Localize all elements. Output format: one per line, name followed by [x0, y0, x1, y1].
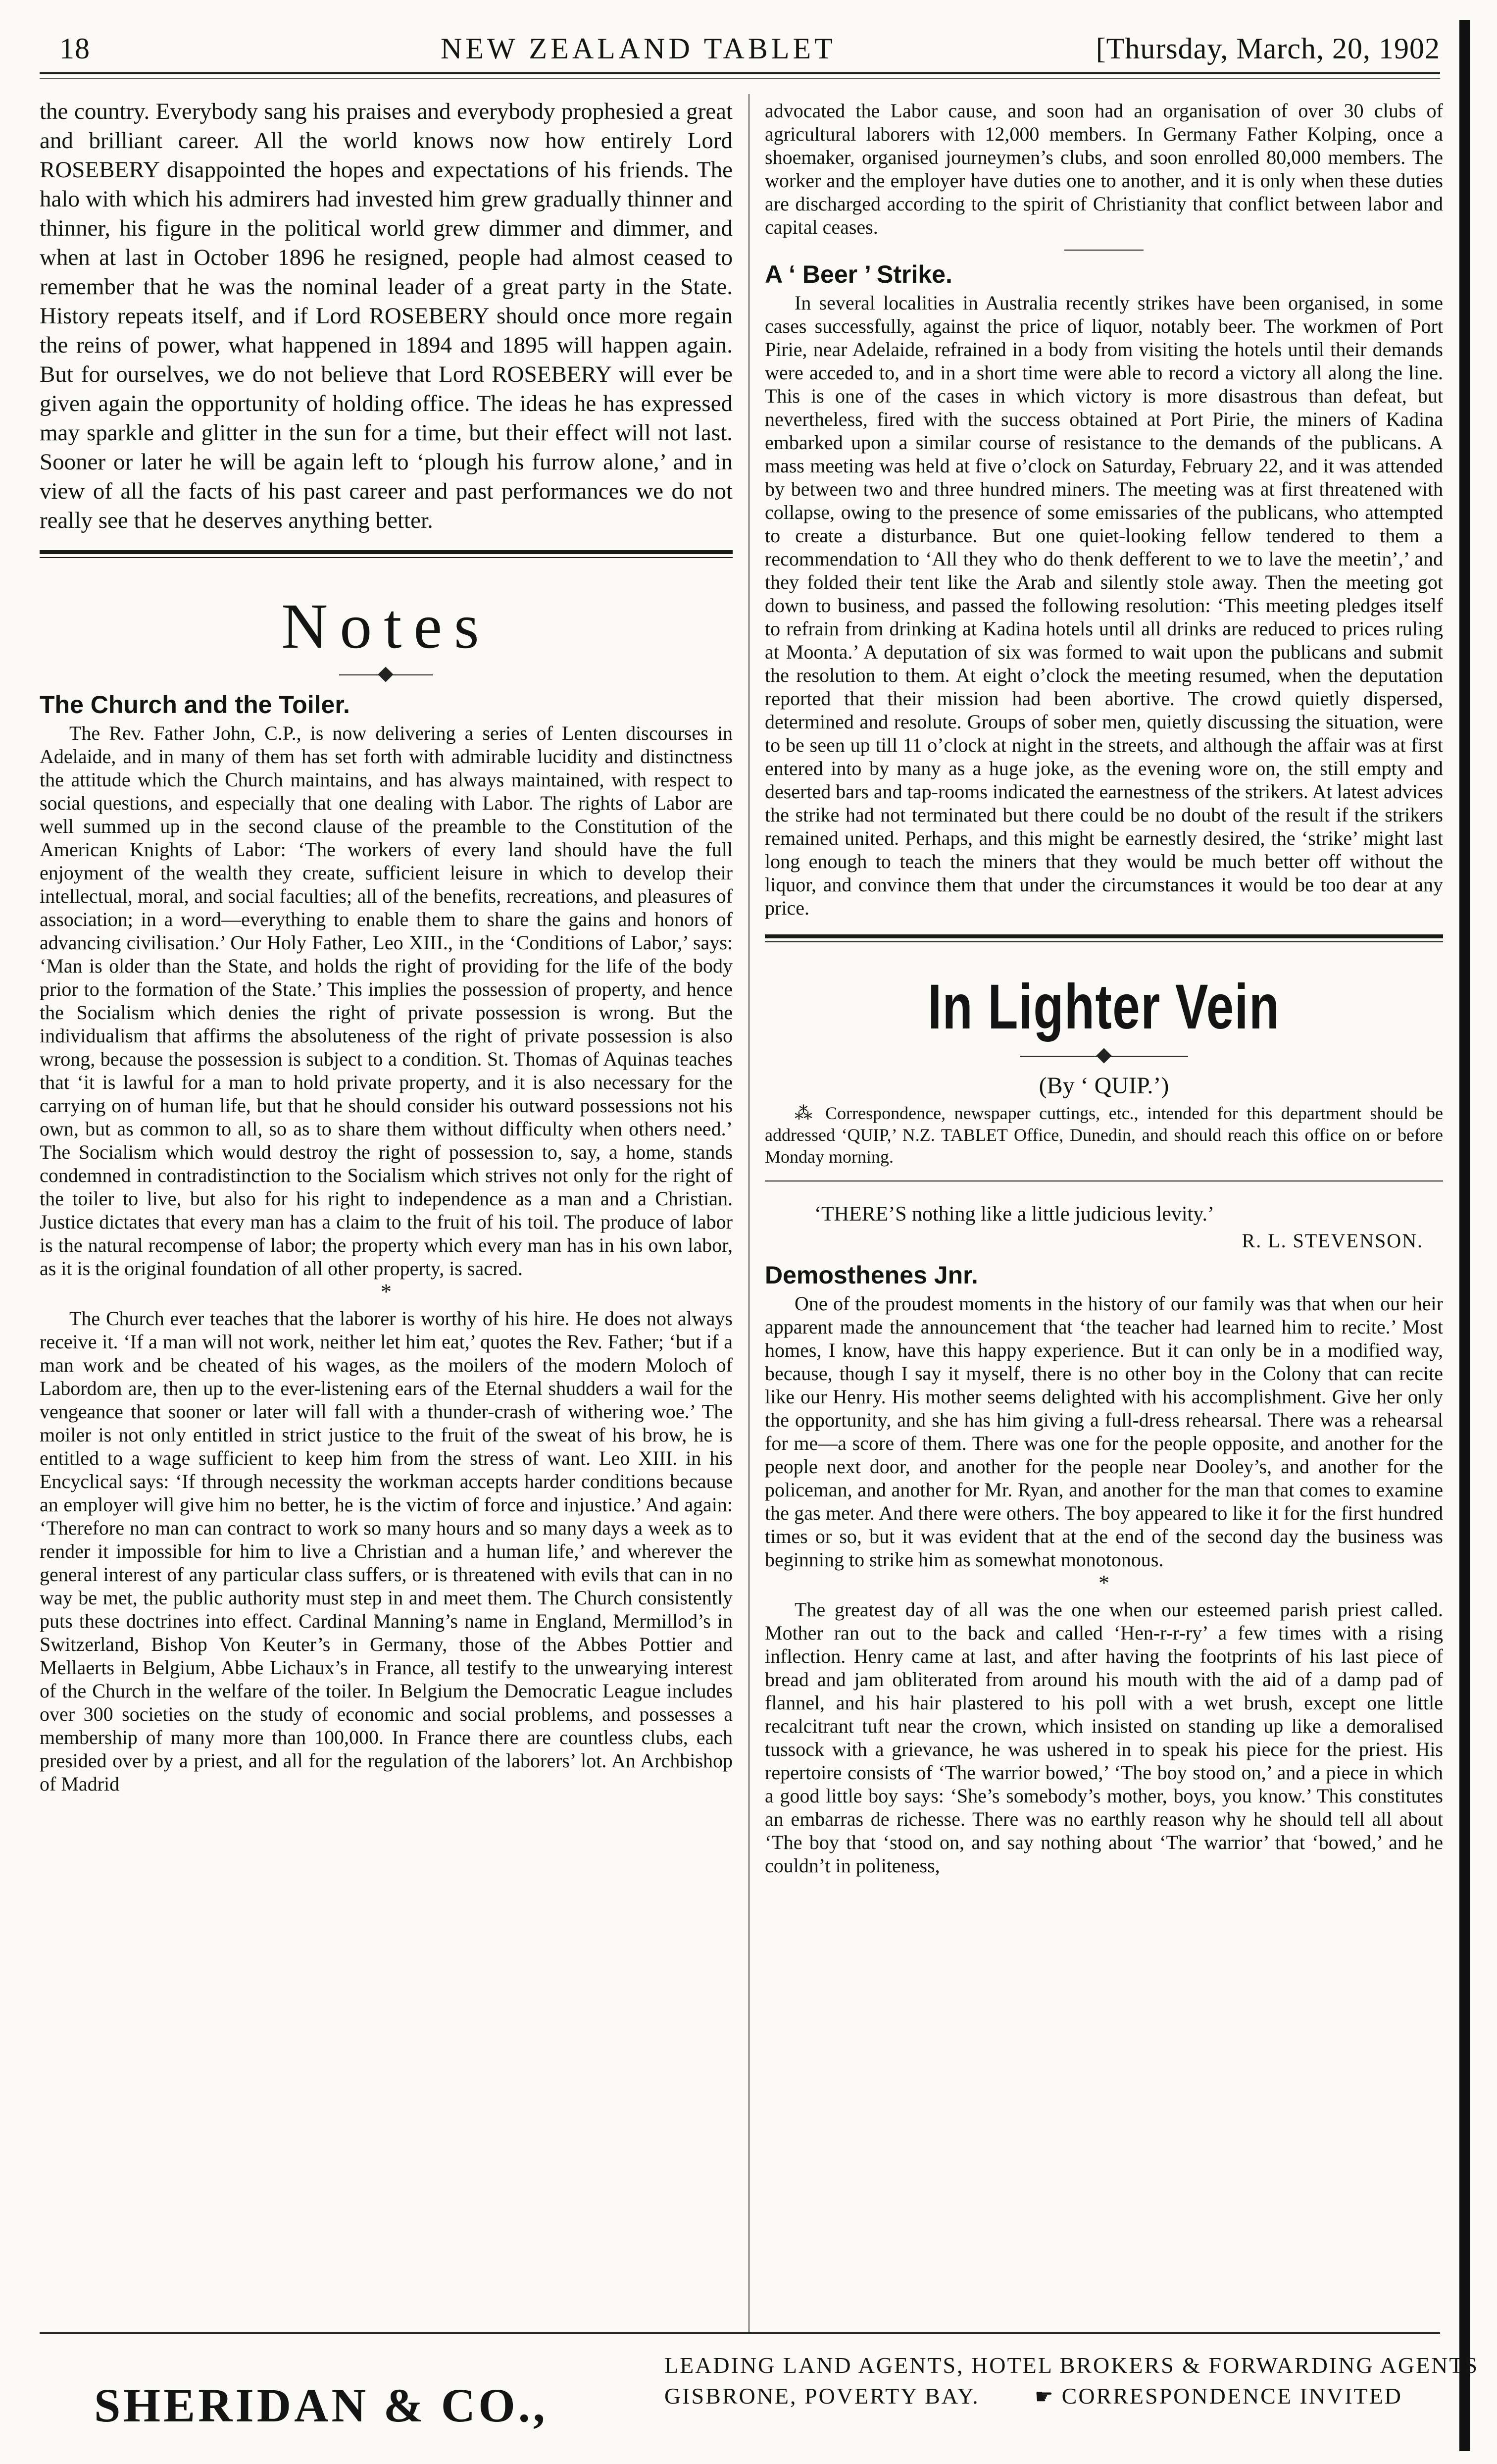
church-toiler-continued: advocated the Labor cause, and soon had an organisation of over 30 clubs of agricultural laborers with 12,000 members. In Germany Father Kolping, once a shoemaker, organised journeymen’s clubs, and soon enrolled 80,000 members. The worker and the employer have duties one to another, and it is only when these duties are discharged according to the spirit of Christianity that conflict between labor and capital ceases.: [765, 100, 1443, 238]
column-separator: [748, 94, 749, 2332]
correspondence-invited: CORRESPONDENCE INVITED: [1061, 2383, 1402, 2409]
publication-title: NEW ZEALAND TABLET: [441, 32, 836, 65]
asterisk-separator-right: *: [1098, 1571, 1109, 1595]
demosthenes-heading: Demosthenes Jnr.: [765, 1261, 978, 1289]
section-rule-thin-right: [765, 941, 1443, 942]
advert-correspondence: [1035, 2383, 1402, 2409]
advert-location: GISBRONE, POVERTY BAY.: [664, 2383, 980, 2409]
footer-advertisement: [40, 2342, 1479, 2441]
epigraph-quote: ‘THERE’S nothing like a little judicious levity.’: [814, 1203, 1214, 1226]
byline: (By ‘ QUIP.’): [1039, 1073, 1169, 1099]
notes-section-title: Notes: [281, 591, 491, 662]
church-toiler-paragraph-2: The Church ever teaches that the laborer is worthy of his hire. He does not always receive it. ‘If a man will not work, neither let him eat,’ quotes the Rev. Father; ‘but if a man work and be cheated of his wages, as the moilers of the modern Moloch of Labordom are, then up to the ever-listening ears of the Eternal shudders a wail for the vengeance that sooner or later will fall with a thunder-crash of withering woe.’ The moiler is not only entitled in strict justice to the fruit of the sweat of his brow, he is entitled to a wage sufficient to keep him from the stress of want. Leo XIII. in his Encyclical says: ‘If through necessity the workman accepts harder conditions because an employer will give him no better, he is the victim of force and injustice.’ And again: ‘Therefore no man can contract to work so many hours and so many days a week as to render it impossible for him to live a Christian and a human life,’ and wherever the general interest of any particular class suffers, or is threatened with evils that can in no way be met, the public authority must step in and meet them. The Church consistently puts these doctrines into effect. Cardinal Manning’s name in England, Mermillod’s in Switzerland, Bishop Von Keuter’s in Germany, those of the Abbes Pottier and Mellaerts in Belgium, Abbe Lichaux’s in France, all testify to the unwearying interest of the Church in the welfare of the toiler. In Belgium the Democratic League includes over 300 societies on the study of economic and social problems, and possesses a membership of many more than 100,000. In France there are countless clubs, each presided over by a priest, and all for the regulation of the laborers’ lot. An Archbishop of Madrid: [40, 1307, 733, 1795]
lighter-vein-title: In Lighter Vein: [928, 972, 1280, 1042]
header-rule-thin: [40, 78, 1440, 79]
beer-strike-heading: A ‘ Beer ’ Strike.: [765, 260, 952, 288]
epigraph-attribution: R. L. STEVENSON.: [1242, 1230, 1423, 1252]
beer-strike-paragraph: In several localities in Australia recently strikes have been organised, in some cases successfully, against the price of liquor, notably beer. The workmen of Port Pirie, near Adelaide, refrained in a body from visiting the hotels until their demands were acceded to, and in a short time were able to record a victory all along the line. This is one of the cases in which victory is more disastrous than defeat, but nevertheless, fired with the success obtained at Port Pirie, the miners of Kadina embarked upon a similar course of resistance to the demands of the publicans. A mass meeting was held at five o’clock on Saturday, February 22, and it was attended by between two and three hundred miners. The meeting was at first threatened with collapse, owing to the presence of some emissaries of the publicans, who attempted to create a disturbance. But one quiet-looking fellow tendered to them a recommendation to ‘All they who do thenk defferent to we to lave the meetin’,’ and they folded their tent like the Arab and silently stole away. Then the meeting got down to business, and passed the following resolution: ‘This meeting pledges itself to refrain from drinking at Kadina hotels until all drinks are reduced to prices ruling at Moonta.’ A deputation of six was formed to wait upon the publicans and submit the resolution to them. At eight o’clock the meeting resumed, when the deputation reported that their mission had been abortive. The crowd quietly dispersed, determined and resolute. Groups of sober men, quietly discussing the situation, were to be seen up till 11 o’clock at night in the streets, and although the affair was at first entered into by many as a huge joke, as the evening wore on, the still empty and deserted bars and tap-rooms indicated the earnestness of the strikers. At latest advices the strike had not terminated but there could be no doubt of the result if the strikers remained united. Perhaps, and this might be earnestly desired, the ‘strike’ might last long enough to teach the miners that they would be much better off without the liquor, and convince them that under the circumstances it would be too dear at any price.: [765, 292, 1443, 919]
short-rule: [1064, 250, 1144, 251]
left-column: [40, 97, 733, 1796]
header-rule: [40, 72, 1440, 74]
correspondence-notice: ⁂ Correspondence, newspaper cuttings, etc., intended for this department should be addressed ‘QUIP,’ N.Z. TABLET Office, Dunedin, and should reach this office on or before Monday morning.: [765, 1103, 1443, 1167]
diamond-icon: [378, 667, 393, 682]
section-rule-thick: [40, 550, 733, 554]
footer-rule: [40, 2332, 1440, 2334]
church-toiler-heading: The Church and the Toiler.: [40, 691, 350, 719]
advertiser-name: SHERIDAN & CO.,: [94, 2379, 548, 2432]
issue-date: [Thursday, March, 20, 1902: [1096, 32, 1440, 65]
right-column: [765, 99, 1443, 1877]
ornament-divider-right: [1020, 1046, 1188, 1066]
page-number: 18: [59, 32, 90, 65]
advert-line-1: LEADING LAND AGENTS, HOTEL BROKERS & FORWARDING AGENTS: [664, 2353, 1479, 2378]
ornament-divider: [339, 665, 433, 685]
section-rule-thick-right: [765, 934, 1443, 938]
page-header: [40, 23, 1440, 72]
demosthenes-paragraph-2: The greatest day of all was the one when our esteemed parish priest called. Mother ran out to the back and called ‘Hen-r-r-ry’ a few times with a rising inflection. Henry came at last, and after having the footprints of his last piece of bread and jam obliterated from around his mouth with the aid of a damp pad of flannel, and his hair plastered to his poll with a wet brush, except one little recalcitrant tuft near the crown, which insisted on standing up like a demoralised tussock with a grievance, he was ushered in to speak his piece for the priest. His repertoire consists of ‘The warrior bowed,’ ‘The boy stood on,’ and a piece in which a good little boy says: ‘She’s somebody’s mother, boys, you know.’ This constitutes an embarras de richesse. There was no earthly reason why he should tell all about ‘The boy that ‘stood on, and say nothing about ‘The warrior’ that ‘bowed,’ and he couldn’t in politeness,: [765, 1598, 1443, 1877]
demosthenes-paragraph-1: One of the proudest moments in the history of our family was that when our heir apparent made the announcement that ‘the teacher had learned him to recite.’ Most homes, I know, have this happy experience. But it can only be in a modified way, because, though I say it myself, there is no other boy in the Colony that can recite like our Henry. His mother seems delighted with his accomplishment. Give her only the opportunity, and she has him giving a full-dress rehearsal. There was a rehearsal for me—a score of them. There was one for the people opposite, and another for the people next door, and another for the people near Dooley’s, and another for the policeman, and another for Mr. Ryan, and another for the man that comes to examine the gas meter. And there were others. The boy appeared to like it for the first hundred times or so, but it was evident that at the end of the second day the business was beginning to strike him as somewhat monotonous.: [765, 1292, 1443, 1571]
rosebery-article-end: the country. Everybody sang his praises and everybody prophesied a great and brilliant career. All the world knows now how entirely Lord ROSEBERY disappointed the hopes and expectations of his friends. The halo with which his admirers had invested him grew gradually thinner and thinner, his figure in the political world grew dimmer and dimmer, and when at last in October 1896 he resigned, people had almost ceased to remember that he was the nominal leader of a great party in the State. History repeats itself, and if Lord ROSEBERY should once more regain the reins of power, what happened in 1894 and 1895 will happen again. But for ourselves, we do not believe that Lord ROSEBERY will ever be given again the opportunity of holding office. The ideas he has expressed may sparkle and glitter in the sun for a time, but their effect will not last. Sooner or later he will be again left to ‘plough his furrow alone,’ and in view of all the facts of his past career and past performances we do not really see that he deserves anything better.: [40, 99, 733, 533]
section-rule-thin: [40, 557, 733, 558]
asterisk-separator: *: [381, 1280, 392, 1304]
diamond-icon: [1096, 1048, 1111, 1063]
pointing-hand-icon: ☛: [1035, 2386, 1055, 2409]
page-edge-bar: [1459, 20, 1470, 2451]
church-toiler-paragraph-1: The Rev. Father John, C.P., is now delivering a series of Lenten discourses in Adelaide, and in many of them has set forth with admirable lucidity and distinctness the attitude which the Church maintains, and has always maintained, with respect to social questions, and especially that one dealing with Labor. The rights of Labor are well summed up in the second clause of the preamble to the Constitution of the American Knights of Labor: ‘The workers of every land should have the full enjoyment of the wealth they create, sufficient leisure in which to develop their intellectual, moral, and social faculties; all of the benefits, recreations, and pleasures of association; in a word—everything to enable them to share the gains and honors of advancing civilisation.’ Our Holy Father, Leo XIII., in the ‘Conditions of Labor,’ says: ‘Man is older than the State, and holds the right of providing for the life of the body prior to the formation of the State.’ This implies the possession of property, and hence the Socialism which denies the right of private possession is wrong. But the individualism that affirms the absoluteness of the right of private possession is also wrong, because the possession is subject to a condition. St. Thomas of Aquinas teaches that ‘it is lawful for a man to hold private property, and it is also necessary for the carrying on of human life, but that he should consider his outward possessions not his own, but as common to all, so as to share them without difficulty when others need.’ The Socialism which would destroy the right of possession to, say, a home, stands condemned in contradistinction to the Socialism which strives not only for the right of the toiler to live, but also for his right to independence as a man and a Christian. Justice dictates that every man has a claim to the fruit of his toil. The produce of labor is the natural recompense of labor; the property which every man has in his own labor, as it is the original foundation of all other property, is sacred.: [40, 722, 733, 1280]
